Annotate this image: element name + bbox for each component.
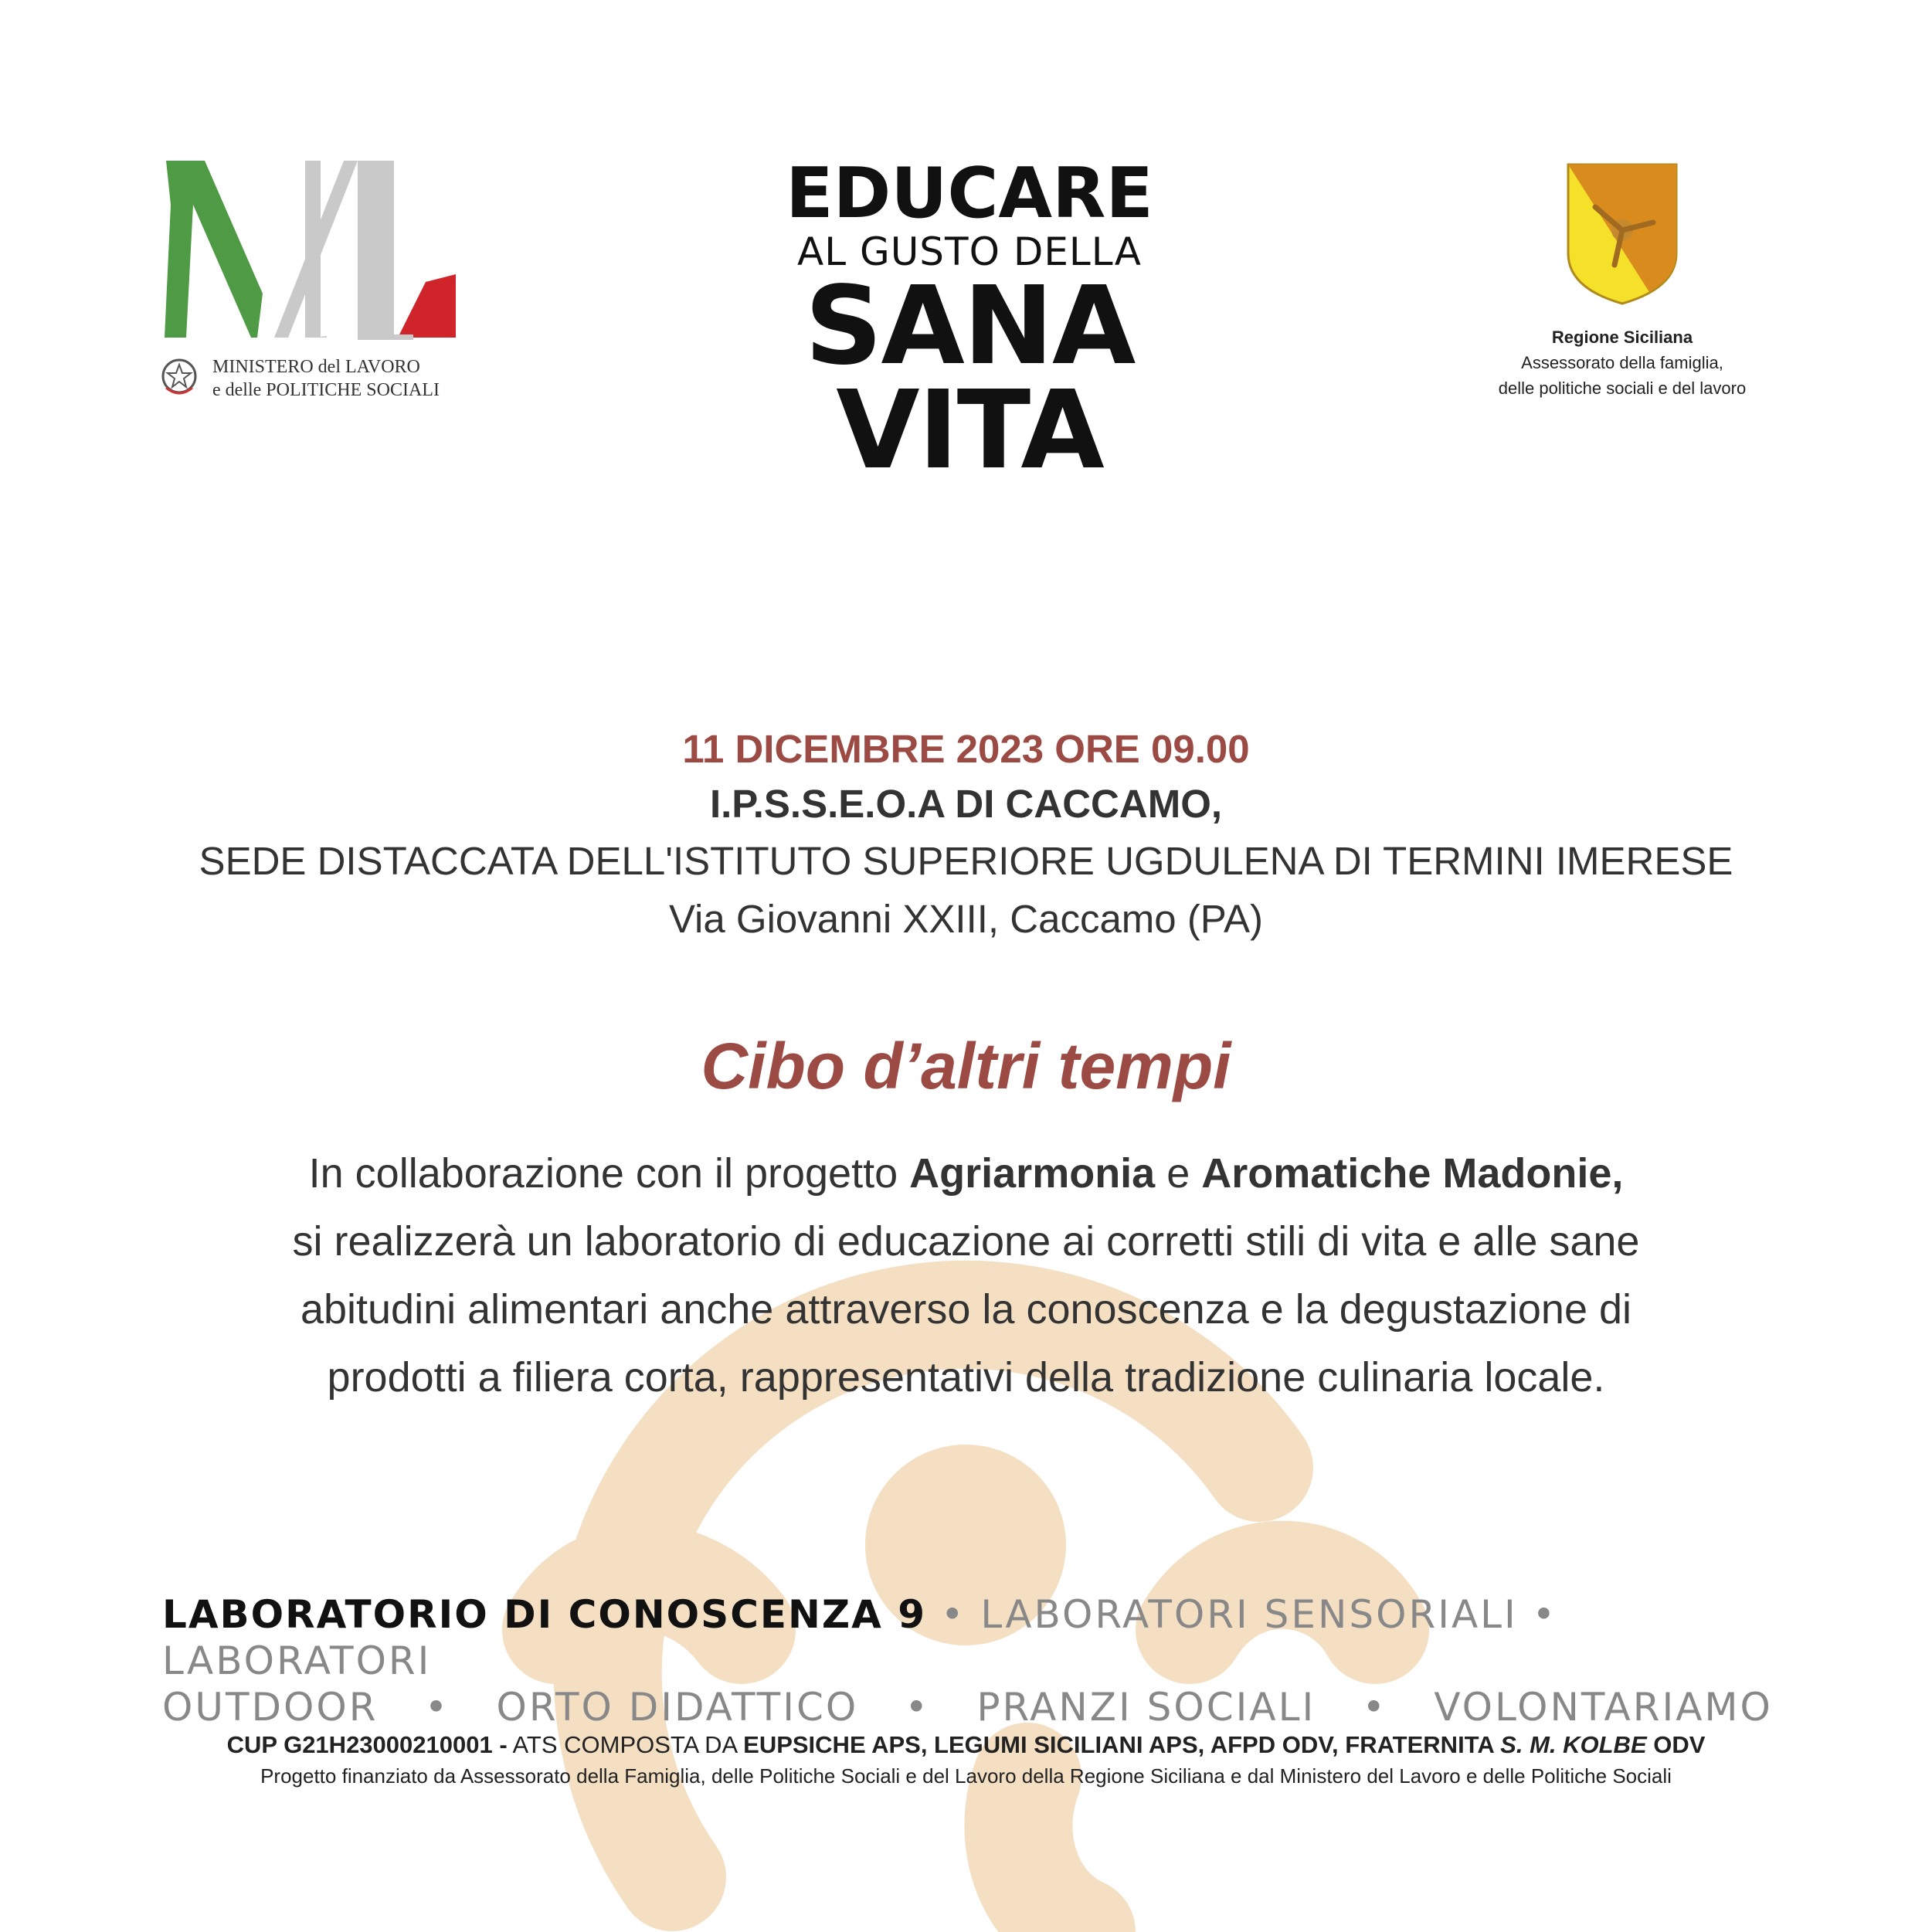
- ministry-name-line1: MINISTERO del LAVORO: [212, 357, 420, 377]
- event-description: [193, 1139, 1739, 1411]
- lab-separator: •: [424, 1685, 450, 1730]
- event-date: 11 DICEMBRE 2023 ORE 09.00: [682, 727, 1250, 771]
- description-text: e: [1155, 1150, 1202, 1197]
- region-name: [1468, 324, 1777, 401]
- title-line4: VITA: [836, 368, 1103, 494]
- description-line4: prodotti a filiera corta, rappresentativi della tradizione culinaria locale.: [327, 1354, 1605, 1401]
- event-subtitle: Cibo d’altri tempi: [701, 1030, 1231, 1102]
- event-venue: I.P.S.S.E.O.A DI CACCAMO,: [709, 782, 1223, 826]
- labs-line2: [162, 1684, 1773, 1730]
- region-title: Regione Siciliana: [1551, 328, 1693, 347]
- campaign-title: [769, 153, 1170, 494]
- lab-separator: •: [905, 1685, 931, 1730]
- labs-line1: [162, 1591, 1773, 1684]
- partner-agriarmonia: Agriarmonia: [909, 1150, 1156, 1197]
- event-sede: SEDE DISTACCATA DELL'ISTITUTO SUPERIORE UGDULENA DI TERMINI IMERESE: [199, 839, 1733, 883]
- lab-item: ORTO DIDATTICO: [496, 1685, 859, 1730]
- title-line3: SANA: [804, 263, 1135, 389]
- footer-cup-line: [116, 1728, 1816, 1762]
- labs-list: [162, 1591, 1773, 1730]
- ministry-name-line2: e delle POLITICHE SOCIALI: [212, 380, 440, 400]
- description-line2: si realizzerà un laboratorio di educazione ai corretti stili di vita e alle sane: [292, 1218, 1640, 1265]
- republic-emblem-icon: [160, 357, 199, 399]
- labs-highlight: LABORATORIO DI CONOSCENZA 9: [162, 1592, 927, 1637]
- cup-code: CUP G21H23000210001 -: [226, 1731, 508, 1758]
- title-line1: EDUCARE: [786, 153, 1153, 234]
- region-dept-line2: delle politiche sociali e del lavoro: [1498, 379, 1747, 398]
- description-line3: abitudini alimentari anche attraverso la conoscenza e la degustazione di: [300, 1286, 1632, 1333]
- partner-aromatiche-madonie: Aromatiche Madonie,: [1201, 1150, 1624, 1197]
- event-info: [116, 722, 1816, 948]
- sicily-crest-icon: [1564, 161, 1680, 306]
- title-line2: AL GUSTO DELLA: [797, 229, 1142, 274]
- odv-label: ODV: [1646, 1731, 1706, 1758]
- partners-list: EUPSICHE APS, LEGUMI SICILIANI APS, AFPD ODV, FRATERNITA: [743, 1731, 1501, 1758]
- description-text: In collaborazione con il progetto: [308, 1150, 910, 1197]
- lab-separator: •: [1362, 1685, 1388, 1730]
- region-dept-line1: Assessorato della famiglia,: [1521, 353, 1723, 372]
- description-line1: [193, 1139, 1739, 1207]
- ministry-name: [212, 355, 440, 402]
- event-address: Via Giovanni XXIII, Caccamo (PA): [668, 897, 1264, 941]
- lab-item: OUTDOOR: [162, 1685, 379, 1730]
- footer-funding-line: Progetto finanziato da Assessorato della Famiglia, delle Politiche Sociali e del Lavoro della Regione Siciliana e dal Ministero del Lavoro e delle Politiche Sociali: [260, 1764, 1672, 1788]
- labs-rest: • LABORATORI SENSORIALI • LABORATORI: [162, 1592, 1558, 1683]
- kolbe-name: S. M. KOLBE: [1500, 1731, 1647, 1758]
- lab-item: VOLONTARIAMO: [1434, 1685, 1773, 1730]
- lab-item: PRANZI SOCIALI: [976, 1685, 1316, 1730]
- ats-label: ATS COMPOSTA DA: [507, 1731, 744, 1758]
- footer: [116, 1728, 1816, 1790]
- ministry-logo: [158, 158, 467, 344]
